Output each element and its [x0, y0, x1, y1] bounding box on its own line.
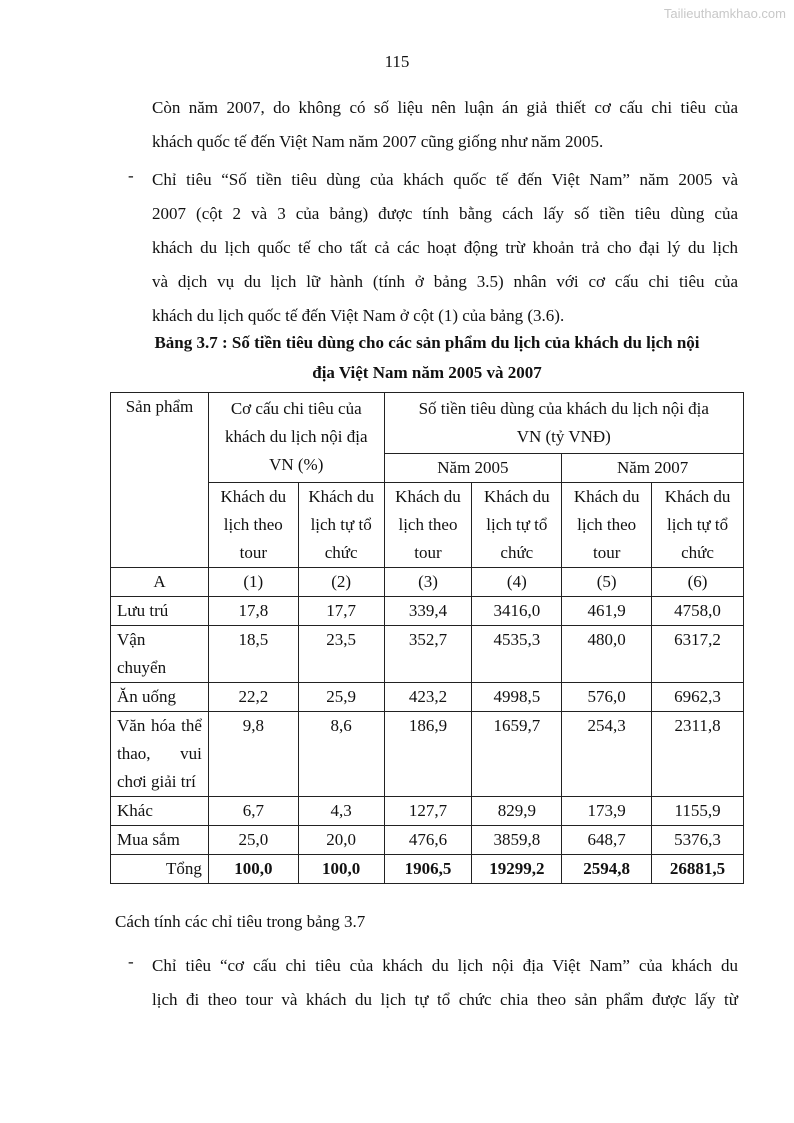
- header-product: Sản phẩm: [111, 393, 209, 568]
- column-label: A: [111, 568, 209, 597]
- table-cell: 423,2: [384, 683, 472, 712]
- text-line: Chỉ tiêu “cơ cấu chi tiêu của khách du lịch nội địa Việt Nam” của khách du: [152, 956, 738, 975]
- header-self: Khách du lịch tự tổ chức: [652, 483, 744, 568]
- column-label: (2): [298, 568, 384, 597]
- text-line: khách quốc tế đến Việt Nam năm 2007 cũng giống như năm 2005.: [152, 132, 604, 151]
- table-cell: 4535,3: [472, 626, 562, 683]
- table-cell: 8,6: [298, 712, 384, 797]
- bullet-paragraph-2: [152, 952, 738, 1020]
- header-spending: Số tiền tiêu dùng của khách du lịch nội địa VN (tỷ VNĐ): [384, 393, 743, 454]
- total-cell: 26881,5: [652, 855, 744, 884]
- total-row: [111, 855, 744, 884]
- table-cell: 648,7: [562, 826, 652, 855]
- total-cell: 1906,5: [384, 855, 472, 884]
- caption-line: Bảng 3.7 : Số tiền tiêu dùng cho các sản phẩm du lịch của khách du lịch nội: [154, 333, 700, 352]
- table-cell: 20,0: [298, 826, 384, 855]
- table-cell: 17,8: [208, 597, 298, 626]
- watermark: Tailieuthamkhao.com: [663, 6, 786, 21]
- row-label: Lưu trú: [111, 597, 209, 626]
- table-cell: 3416,0: [472, 597, 562, 626]
- page-number: 115: [384, 52, 410, 71]
- table-row: [111, 712, 744, 797]
- header-year-2007: Năm 2007: [562, 454, 744, 483]
- header-tour: Khách du lịch theo tour: [208, 483, 298, 568]
- text-line: Còn năm 2007, do không có số liệu nên luận án giả thiết cơ cấu chi tiêu của: [152, 98, 738, 117]
- table-cell: 6,7: [208, 797, 298, 826]
- bullet-paragraph-1: [152, 166, 738, 336]
- table-cell: 4758,0: [652, 597, 744, 626]
- header-year-2005: Năm 2005: [384, 454, 562, 483]
- row-label: Ăn uống: [111, 683, 209, 712]
- table-cell: 352,7: [384, 626, 472, 683]
- text-line: khách du lịch quốc tế đến Việt Nam ở cột (1) của bảng (3.6).: [152, 306, 565, 325]
- table-cell: 5376,3: [652, 826, 744, 855]
- table-row: [111, 797, 744, 826]
- table-cell: 2311,8: [652, 712, 744, 797]
- table-cell: 25,9: [298, 683, 384, 712]
- table-cell: 9,8: [208, 712, 298, 797]
- table-cell: 18,5: [208, 626, 298, 683]
- table-cell: 173,9: [562, 797, 652, 826]
- table-cell: 829,9: [472, 797, 562, 826]
- table-cell: 6962,3: [652, 683, 744, 712]
- table-row: [111, 626, 744, 683]
- row-label: Vận chuyển: [111, 626, 209, 683]
- total-cell: 19299,2: [472, 855, 562, 884]
- column-label: (5): [562, 568, 652, 597]
- text-line: và dịch vụ du lịch lữ hành (tính ở bảng 3.5) nhân với cơ cấu chi tiêu của: [152, 272, 738, 291]
- table-cell: 127,7: [384, 797, 472, 826]
- column-label: (6): [652, 568, 744, 597]
- table-cell: 254,3: [562, 712, 652, 797]
- header-tour: Khách du lịch theo tour: [562, 483, 652, 568]
- table-caption: [110, 328, 744, 388]
- row-label: Văn hóa thể thao, vui chơi giải trí: [111, 712, 209, 797]
- table-cell: 17,7: [298, 597, 384, 626]
- table-cell: 25,0: [208, 826, 298, 855]
- table-cell: 1659,7: [472, 712, 562, 797]
- table-cell: 339,4: [384, 597, 472, 626]
- intro-paragraph: [152, 94, 738, 162]
- column-label: (3): [384, 568, 472, 597]
- table-cell: 22,2: [208, 683, 298, 712]
- row-label: Tổng: [111, 855, 209, 884]
- table-cell: 4998,5: [472, 683, 562, 712]
- total-cell: 100,0: [208, 855, 298, 884]
- bullet-dash: -: [128, 166, 134, 185]
- table-cell: 3859,8: [472, 826, 562, 855]
- header-tour: Khách du lịch theo tour: [384, 483, 472, 568]
- header-self: Khách du lịch tự tổ chức: [472, 483, 562, 568]
- table-row: [111, 683, 744, 712]
- total-cell: 100,0: [298, 855, 384, 884]
- row-label: Mua sắm: [111, 826, 209, 855]
- table-cell: 4,3: [298, 797, 384, 826]
- column-label: (4): [472, 568, 562, 597]
- text-line: 2007 (cột 2 và 3 của bảng) được tính bằng cách lấy số tiền tiêu dùng của: [152, 204, 738, 223]
- column-label-row: [111, 568, 744, 597]
- column-label: (1): [208, 568, 298, 597]
- table-cell: 476,6: [384, 826, 472, 855]
- table-row: [111, 826, 744, 855]
- caption-line: địa Việt Nam năm 2005 và 2007: [312, 363, 542, 382]
- bullet-dash: -: [128, 952, 134, 971]
- header-structure: Cơ cấu chi tiêu của khách du lịch nội địa VN (%): [208, 393, 384, 483]
- spending-table: [110, 392, 744, 884]
- text-line: khách du lịch quốc tế cho tất cả các hoạt động trừ khoản trả cho đại lý du lịch: [152, 238, 738, 257]
- table-cell: 6317,2: [652, 626, 744, 683]
- table-cell: 186,9: [384, 712, 472, 797]
- table-cell: 576,0: [562, 683, 652, 712]
- header-self: Khách du lịch tự tổ chức: [298, 483, 384, 568]
- text-line: Chỉ tiêu “Số tiền tiêu dùng của khách quốc tế đến Việt Nam” năm 2005 và: [152, 170, 738, 189]
- text-line: lịch đi theo tour và khách du lịch tự tổ chức chia theo sản phẩm được lấy từ: [152, 990, 738, 1009]
- table-row: [111, 597, 744, 626]
- method-heading: Cách tính các chỉ tiêu trong bảng 3.7: [115, 912, 366, 931]
- table-cell: 1155,9: [652, 797, 744, 826]
- table-cell: 461,9: [562, 597, 652, 626]
- total-cell: 2594,8: [562, 855, 652, 884]
- table-cell: 480,0: [562, 626, 652, 683]
- row-label: Khác: [111, 797, 209, 826]
- table-cell: 23,5: [298, 626, 384, 683]
